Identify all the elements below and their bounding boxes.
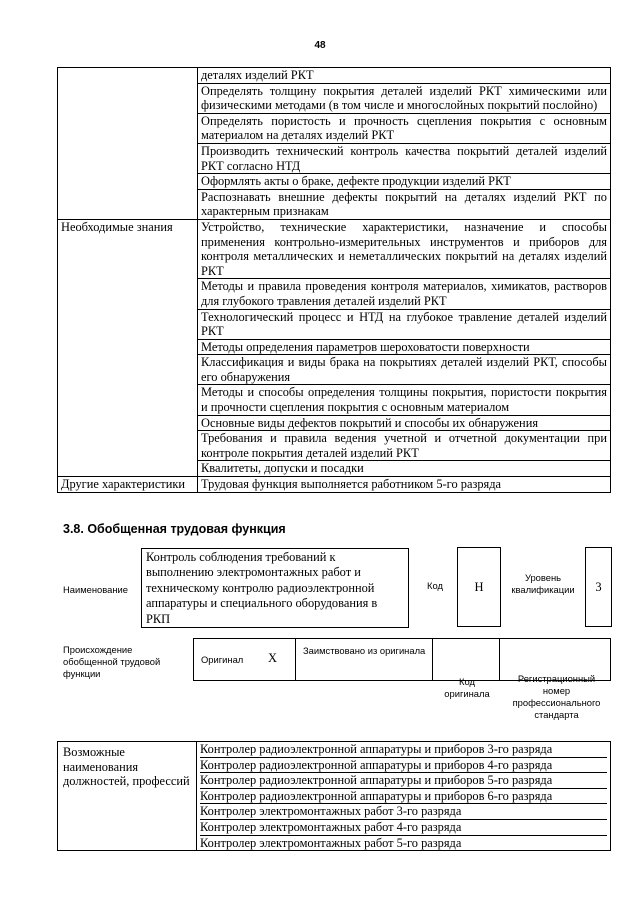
knowledge-item: Квалитеты, допуски и посадки bbox=[198, 461, 611, 477]
skill-item: Оформлять акты о браке, дефекте продукции изделий РКТ bbox=[198, 174, 611, 190]
position-item: Контролер электромонтажных работ 3-го разряда bbox=[200, 804, 607, 820]
position-item: Контролер электромонтажных работ 4-го разряда bbox=[200, 820, 607, 836]
original-mark: X bbox=[268, 651, 278, 665]
code-box bbox=[457, 547, 501, 627]
empty-label-cell bbox=[58, 68, 198, 220]
original-label: Оригинал bbox=[201, 654, 244, 665]
borrowed-label: Заимствовано из оригинала bbox=[303, 645, 426, 656]
skill-item: Производить технический контроль качества покрытий деталей изделий РКТ согласно НТД bbox=[198, 143, 611, 173]
knowledge-item: Устройство, технические характеристики, назначение и способы применения контрольно-измерительных инструментов и приборов для контроля металлических и неметаллических покрытий на деталях изделий РКТ bbox=[198, 219, 611, 278]
positions-table bbox=[57, 741, 611, 851]
knowledge-item: Методы и правила проведения контроля материалов, химикатов, растворов для глубокого травления деталей изделий РКТ bbox=[198, 279, 611, 309]
knowledge-item: Технологический процесс и НТД на глубокое травление деталей изделий РКТ bbox=[198, 309, 611, 339]
knowledge-item: Основные виды дефектов покрытий и способы их обнаружения bbox=[198, 415, 611, 431]
divider bbox=[432, 638, 433, 681]
positions-list bbox=[197, 742, 611, 851]
other-label: Другие характеристики bbox=[58, 477, 198, 493]
code-value: H bbox=[474, 579, 484, 594]
divider bbox=[295, 638, 296, 681]
positions-label: Возможные наименования должностей, профессий bbox=[58, 742, 197, 851]
knowledge-item: Методы определения параметров шероховатости поверхности bbox=[198, 339, 611, 355]
reg-number-caption: Регистрационный номер профессионального стандарта bbox=[512, 673, 601, 720]
knowledge-table bbox=[57, 67, 611, 493]
table-row bbox=[58, 219, 611, 278]
knowledge-label: Необходимые знания bbox=[58, 219, 198, 476]
skill-item: Распознавать внешние дефекты покрытий на деталях изделий РКТ по характерным признакам bbox=[198, 189, 611, 219]
table-row bbox=[58, 742, 611, 851]
position-item: Контролер электромонтажных работ 5-го разряда bbox=[200, 835, 462, 850]
knowledge-item: Требования и правила ведения учетной и отчетной документации при контроле покрытия деталей изделий РКТ bbox=[198, 431, 611, 461]
level-label: Уровень квалификации bbox=[511, 572, 575, 595]
position-item: Контролер радиоэлектронной аппаратуры и приборов 4-го разряда bbox=[200, 758, 607, 774]
position-item: Контролер радиоэлектронной аппаратуры и приборов 3-го разряда bbox=[200, 742, 607, 758]
function-name: Контроль соблюдения требований к выполнению электромонтажных работ и техническому контролю радиоэлектронной аппаратуры и специального оборудования в РКП bbox=[146, 550, 378, 626]
table-row bbox=[58, 477, 611, 493]
table-row bbox=[58, 68, 611, 84]
other-value: Трудовая функция выполняется работником 5-го разряда bbox=[198, 477, 611, 493]
knowledge-item: Методы и способы определения толщины покрытия, пористости покрытия и прочности сцепления покрытия с основным материалом bbox=[198, 385, 611, 415]
position-item: Контролер радиоэлектронной аппаратуры и приборов 5-го разряда bbox=[200, 773, 607, 789]
section-title: 3.8. Обобщенная трудовая функция bbox=[63, 522, 286, 536]
page-number: 48 bbox=[314, 40, 326, 51]
origin-label: Происхождение обобщенной трудовой функции bbox=[63, 644, 161, 679]
skill-item: Определять пористость и прочность сцепления покрытия с основным материалом на деталях изделий РКТ bbox=[198, 113, 611, 143]
knowledge-item: Классификация и виды брака на покрытиях деталей изделий РКТ, способы его обнаружения bbox=[198, 355, 611, 385]
level-value: 3 bbox=[595, 579, 602, 594]
name-label: Наименование bbox=[63, 584, 128, 595]
code-label: Код bbox=[427, 580, 443, 591]
function-name-box bbox=[141, 548, 409, 628]
skill-item: Определять толщину покрытия деталей изделий РКТ химическими или физическими методами (в том числе и многослойных покрытий послойно) bbox=[198, 83, 611, 113]
code-original-caption: Код оригинала bbox=[444, 676, 490, 699]
position-item: Контролер радиоэлектронной аппаратуры и приборов 6-го разряда bbox=[200, 789, 607, 805]
divider bbox=[499, 638, 500, 681]
level-box bbox=[585, 547, 612, 627]
skill-item: деталях изделий РКТ bbox=[198, 68, 611, 84]
